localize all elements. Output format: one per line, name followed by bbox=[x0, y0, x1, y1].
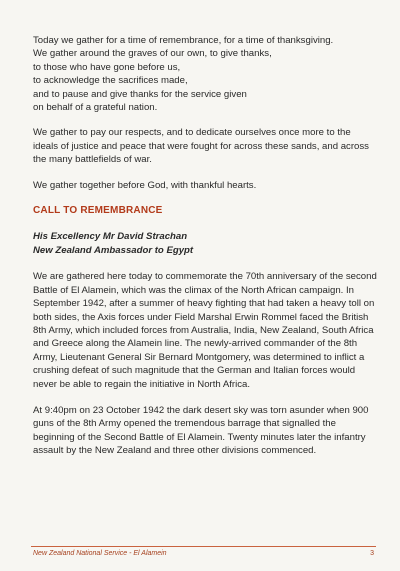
opening-stanza bbox=[33, 34, 378, 114]
paragraph-before-god: We gather together before God, with thankful hearts. bbox=[33, 179, 257, 191]
speaker-title: New Zealand Ambassador to Egypt bbox=[33, 244, 194, 256]
footer-title: New Zealand National Service - El Alamein bbox=[33, 550, 167, 557]
opening-line: to those who have gone before us, bbox=[33, 61, 181, 73]
speaker-name: His Excellency Mr David Strachan bbox=[33, 231, 188, 243]
speaker-block bbox=[33, 230, 378, 257]
opening-line: to acknowledge the sacrifices made, bbox=[33, 75, 188, 87]
paragraph-barrage: At 9:40pm on 23 October 1942 the dark desert sky was torn asunder when 900 guns of the 8th Army opened the tremendous barrage that signalled the beginning of the Second Battle of El Alamein. Twenty minutes later the infantry assault by the New Zealand and three other divisions commenced. bbox=[33, 404, 369, 457]
paragraph-respects: We gather to pay our respects, and to dedicate ourselves once more to the ideals of justice and peace that were fought for across these sands, and across the many battlefields of war. bbox=[33, 127, 369, 166]
opening-line: We gather around the graves of our own, to give thanks, bbox=[33, 48, 272, 60]
paragraph-anniversary: We are gathered here today to commemorate the 70th anniversary of the second Battle of El Alamein, which was the climax of the North African campaign. In September 1942, after a summer of heavy fighting that had taken a heavy toll on both sides, the Axis forces under Field Marshal Erwin Rommel faced the British 8th Army, which included forces from Australia, India, New Zealand, South Africa and Greece along the Alamein line. The newly-arrived commander of the 8th Army, Lieutenant General Sir Bernard Montgomery, was determined to inflict a crushing defeat of such magnitude that the German and Italian forces would never be able to regain the initiative in North Africa. bbox=[33, 271, 377, 390]
opening-line: on behalf of a grateful nation. bbox=[33, 102, 158, 114]
footer-divider bbox=[31, 546, 376, 547]
page-number: 3 bbox=[370, 550, 374, 557]
page-content bbox=[33, 34, 378, 458]
opening-line: and to pause and give thanks for the service given bbox=[33, 88, 247, 100]
opening-line: Today we gather for a time of remembrance, for a time of thanksgiving. bbox=[33, 35, 334, 46]
section-heading: CALL TO REMEMBRANCE bbox=[33, 205, 163, 217]
